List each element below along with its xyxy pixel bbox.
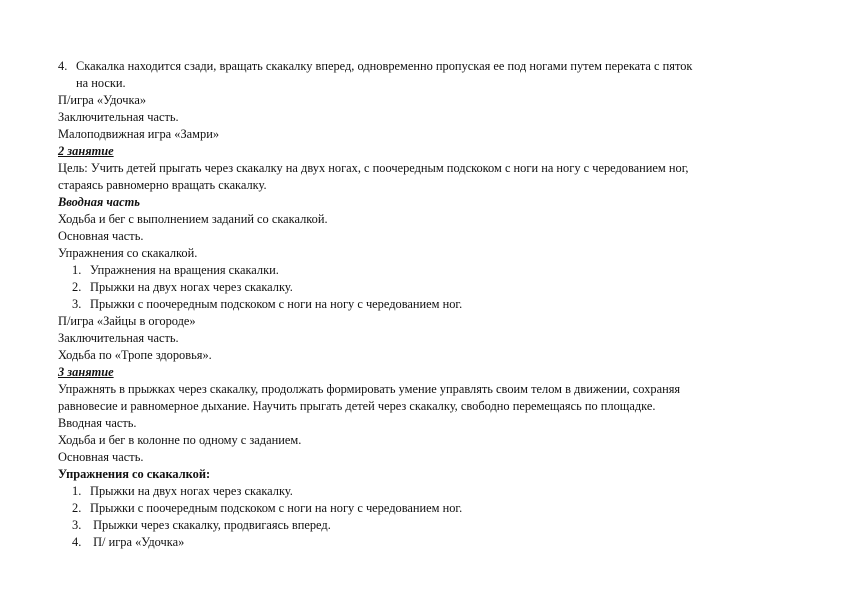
list-number: 3. bbox=[72, 518, 82, 532]
section-heading: Упражнения со скакалкой: bbox=[58, 467, 211, 481]
list-item bbox=[58, 534, 798, 551]
list-number: 1. bbox=[72, 484, 82, 498]
list-item bbox=[58, 262, 798, 279]
list-item bbox=[58, 279, 798, 296]
text-line: Скакалка находится сзади, вращать скакалку вперед, одновременно пропуская ее под ногами путем переката с пяток bbox=[76, 59, 693, 73]
section-heading: Основная часть. bbox=[58, 229, 144, 243]
list-number: 3. bbox=[72, 297, 82, 311]
text-line: Упражнения на вращения скакалки. bbox=[90, 263, 279, 277]
list-number: 4. bbox=[58, 59, 68, 73]
list-item bbox=[58, 483, 798, 500]
lesson-heading: 3 занятие bbox=[58, 365, 114, 379]
list-number: 1. bbox=[72, 263, 82, 277]
section-heading: Заключительная часть. bbox=[58, 110, 179, 124]
text-line: Ходьба по «Тропе здоровья». bbox=[58, 348, 212, 362]
section-heading: Основная часть. bbox=[58, 450, 144, 464]
text-line: на носки. bbox=[76, 76, 126, 90]
section-heading: Заключительная часть. bbox=[58, 331, 179, 345]
document-page bbox=[58, 58, 798, 551]
text-line: Прыжки на двух ногах через скакалку. bbox=[90, 484, 293, 498]
list-number: 2. bbox=[72, 501, 82, 515]
goal-line: стараясь равномерно вращать скакалку. bbox=[58, 178, 267, 192]
list-number: 2. bbox=[72, 280, 82, 294]
goal-line: Цель: Учить детей прыгать через скакалку на двух ногах, с поочередным подскоком с ноги на ногу с чередованием ног, bbox=[58, 161, 689, 175]
text-line: Прыжки с поочередным подскоком с ноги на ногу с чередованием ног. bbox=[90, 297, 463, 311]
list-number: 4. bbox=[72, 535, 82, 549]
section-heading: Вводная часть bbox=[58, 195, 140, 209]
game-line: П/игра «Зайцы в огороде» bbox=[58, 314, 196, 328]
text-line: Прыжки на двух ногах через скакалку. bbox=[90, 280, 293, 294]
game-line: Малоподвижная игра «Замри» bbox=[58, 127, 220, 141]
text-line: Прыжки через скакалку, продвигаясь вперед. bbox=[90, 518, 331, 532]
list-item bbox=[58, 517, 798, 534]
list-item bbox=[58, 58, 798, 75]
game-line: П/ игра «Удочка» bbox=[90, 535, 185, 549]
list-item bbox=[58, 500, 798, 517]
section-heading: Вводная часть. bbox=[58, 416, 137, 430]
text-line: Ходьба и бег с выполнением заданий со скакалкой. bbox=[58, 212, 328, 226]
section-heading: Упражнения со скакалкой. bbox=[58, 246, 198, 260]
goal-line: равновесие и равномерное дыхание. Научить прыгать детей через скакалку, свободно перемещаясь по площадке. bbox=[58, 399, 656, 413]
goal-line: Упражнять в прыжках через скакалку, продолжать формировать умение управлять своим телом в движении, сохраняя bbox=[58, 382, 681, 396]
lesson-heading: 2 занятие bbox=[58, 144, 114, 158]
game-line: П/игра «Удочка» bbox=[58, 93, 147, 107]
text-line: Прыжки с поочередным подскоком с ноги на ногу с чередованием ног. bbox=[90, 501, 463, 515]
text-line: Ходьба и бег в колонне по одному с заданием. bbox=[58, 433, 302, 447]
list-item bbox=[58, 296, 798, 313]
